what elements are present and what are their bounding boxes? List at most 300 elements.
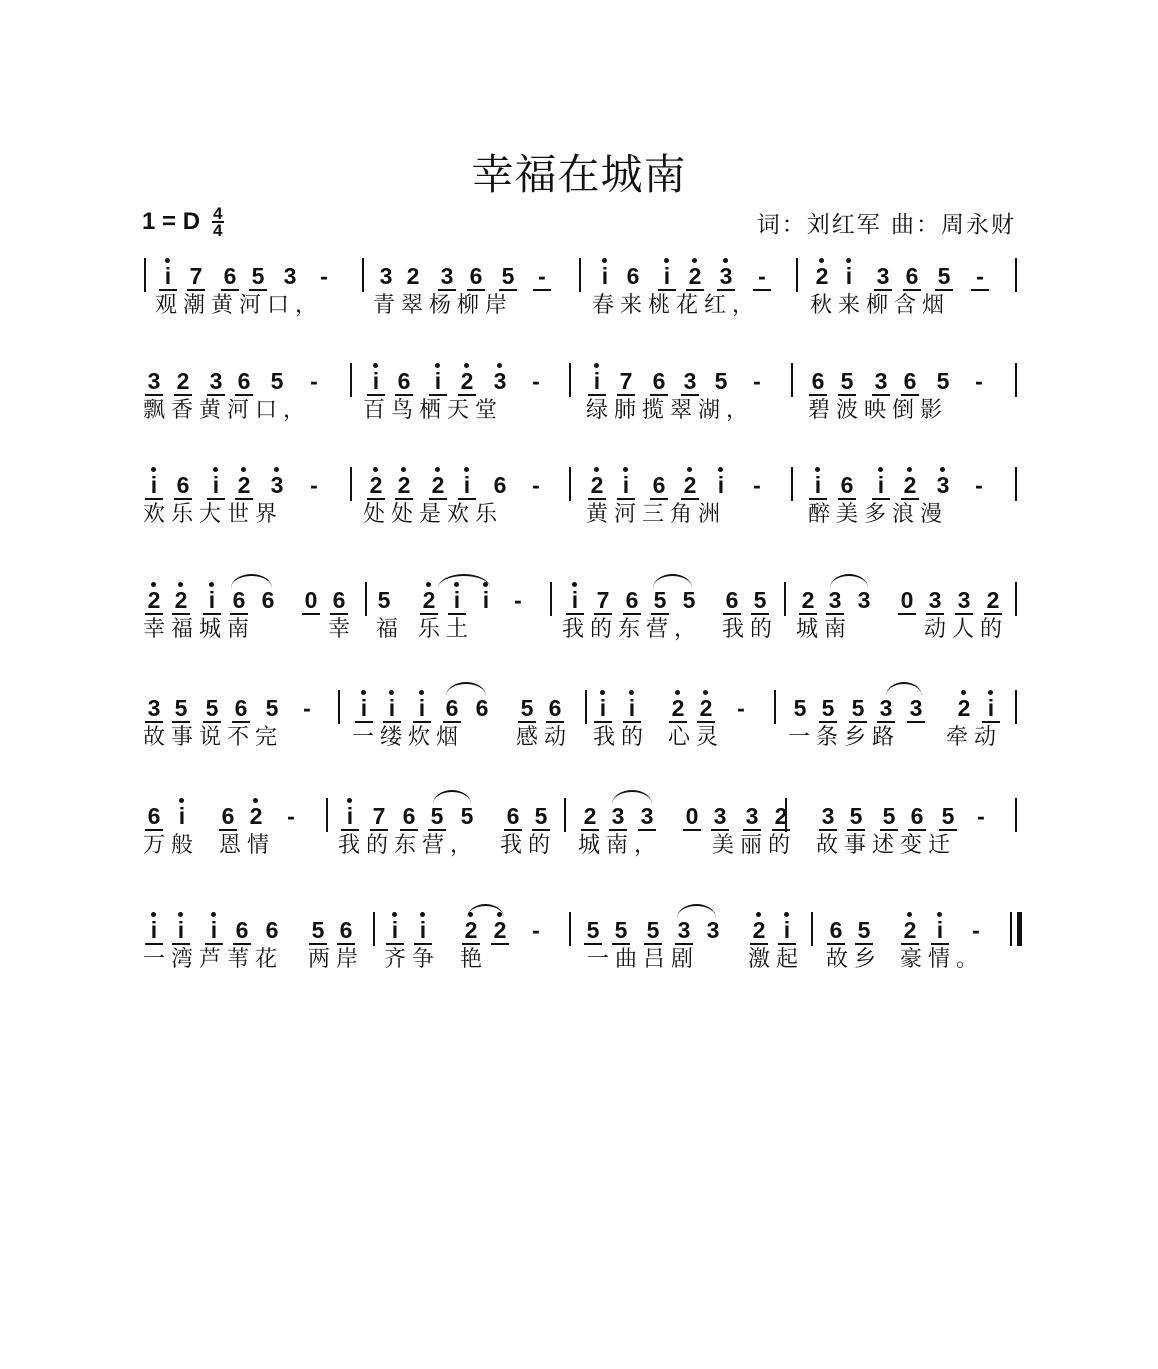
note: - [972,917,980,943]
lyric-phrase: 福 [376,617,405,642]
score-line [0,357,1158,437]
note: 3 [144,696,164,720]
octave-dot [165,258,170,263]
octave-dot [426,582,431,587]
note: 3 [818,804,838,828]
lyrics-row [0,288,1158,320]
note: 6 [649,473,669,497]
note: 6 [545,696,565,720]
slur [438,574,490,588]
note: 5 [270,368,284,394]
note: 3 [933,473,953,497]
octave-dot [401,467,406,472]
credits: 词：刘红军 曲：周永财 [756,212,1016,238]
note: 3 [871,369,891,393]
barline [791,467,793,501]
note: 2 [144,588,164,612]
note: 5 [531,804,551,828]
note: 6 [173,473,193,497]
octave-dot [718,467,723,472]
lyric-phrase: 秋来柳含烟 [810,293,951,318]
note: - [532,368,540,394]
octave-dot [907,467,912,472]
barline [1015,467,1017,501]
time-signature-bottom: 4 [213,221,223,240]
note: 5 [938,804,958,828]
note: i [587,369,607,393]
note: 7 [616,369,636,393]
note: 0 [897,588,917,612]
note: 6 [220,264,240,288]
octave-dot [373,467,378,472]
lyric-phrase: 艳 [460,947,489,972]
note: 2 [171,588,191,612]
note: i [593,696,613,720]
note: 3 [925,588,945,612]
note: i [206,473,226,497]
barline [579,258,581,292]
note: i [171,918,191,942]
octave-dot [211,912,216,917]
note: 2 [685,264,705,288]
octave-dot [209,582,214,587]
note: 6 [466,264,486,288]
note: 6 [329,588,349,612]
note: 6 [837,473,857,497]
lyric-phrase: 我的 [500,833,557,858]
lyric-phrase: 故乡 [826,947,883,972]
lyric-phrase: 观潮黄河口， [155,293,324,318]
octave-dot [241,467,246,472]
song-title: 幸福在城南 [471,150,687,199]
octave-dot [878,467,883,472]
note: i [839,264,859,288]
note: 6 [503,804,523,828]
octave-dot [420,912,425,917]
note: 2 [428,473,448,497]
octave-dot [178,582,183,587]
barline [1015,690,1017,724]
note: 2 [406,263,420,289]
octave-dot [392,912,397,917]
octave-dot [572,582,577,587]
note: i [981,696,1001,720]
note: 2 [173,369,193,393]
barline [1015,582,1017,616]
note: - [310,472,318,498]
lyric-phrase: 两岸 [308,947,365,972]
lyric-phrase: 心灵 [668,725,725,750]
note: 7 [593,588,613,612]
slur [677,904,716,918]
octave-dot [151,467,156,472]
note: 3 [857,587,871,613]
note: - [753,472,761,498]
note: i [476,588,496,612]
barline [811,912,813,946]
time-signature [212,206,223,238]
lyric-phrase: 我的东营， [338,833,479,858]
lyrics-row [0,612,1158,644]
note: 2 [798,588,818,612]
note: i [158,264,178,288]
note: 5 [643,918,663,942]
note: 3 [706,917,720,943]
note: 6 [218,804,238,828]
note: i [354,696,374,720]
note: 6 [622,588,642,612]
score-line [0,576,1158,656]
note: - [977,803,985,829]
barline [1015,258,1017,292]
note: - [975,368,983,394]
note: 3 [716,264,736,288]
note: 6 [649,369,669,393]
key-signature [142,206,224,238]
note: i [657,264,677,288]
barline [1015,798,1017,832]
note: 3 [742,804,762,828]
lyric-phrase: 激起 [748,947,805,972]
note: i [565,588,585,612]
octave-dot [347,798,352,803]
octave-dot [723,258,728,263]
barline [350,467,352,501]
note: 3 [873,264,893,288]
octave-dot [675,690,680,695]
note: 5 [377,587,391,613]
barline [569,912,571,946]
octave-dot [213,467,218,472]
note: 0 [682,804,702,828]
note: 2 [580,804,600,828]
note: i [777,918,797,942]
note: 2 [696,696,716,720]
note: 5 [650,588,670,612]
note: 2 [680,473,700,497]
octave-dot [961,690,966,695]
lyric-phrase: 故事说不完 [143,725,284,750]
octave-dot [988,690,993,695]
note: 5 [202,696,222,720]
note: 5 [793,695,807,721]
note: 6 [231,696,251,720]
note: i [871,473,891,497]
octave-dot [151,912,156,917]
lyric-phrase: 我的 [722,617,779,642]
barline [774,690,776,724]
octave-dot [497,363,502,368]
lyric-phrase: 飘香黄河口， [143,398,312,423]
note: 6 [232,918,252,942]
note: 2 [394,473,414,497]
note: 2 [246,804,266,828]
note: 6 [336,918,356,942]
time-signature-top: 4 [213,204,223,223]
note: 5 [818,696,838,720]
lyric-phrase: 动人的 [924,617,1009,642]
note: i [622,696,642,720]
note: 5 [611,918,631,942]
octave-dot [784,912,789,917]
note: 6 [826,918,846,942]
note: 6 [493,472,507,498]
octave-dot [692,258,697,263]
octave-dot [602,258,607,263]
barline [550,582,552,616]
barline [350,363,352,397]
note: 6 [475,695,489,721]
octave-dot [623,467,628,472]
note: 6 [900,369,920,393]
score-line [0,461,1158,541]
octave-dot [373,363,378,368]
octave-dot [253,798,258,803]
note: - [532,264,552,288]
note: 6 [907,804,927,828]
octave-dot [389,690,394,695]
note: 6 [442,696,462,720]
note: - [310,368,318,394]
note: 5 [879,804,899,828]
lyrics-row [0,942,1158,974]
note: i [428,369,448,393]
barline [338,690,340,724]
octave-dot [664,258,669,263]
note: 5 [750,588,770,612]
octave-dot [937,912,942,917]
lyric-phrase: 故事述变迁 [816,833,957,858]
barline [326,798,328,832]
note: i [144,473,164,497]
lyric-phrase: 绿肺揽翠湖， [586,398,755,423]
lyric-phrase: 春来桃花红， [592,293,761,318]
note: 0 [301,588,321,612]
slur [653,574,692,588]
note: 3 [637,804,657,828]
note: 3 [379,263,393,289]
octave-dot [419,690,424,695]
lyric-phrase: 碧波映倒影 [808,398,949,423]
note: 7 [369,804,389,828]
lyric-phrase: 醉美多浪漫 [808,502,949,527]
note: 5 [583,918,603,942]
lyric-phrase: 我的 [593,725,650,750]
barline [569,467,571,501]
note: i [382,696,402,720]
note: i [412,696,432,720]
octave-dot [600,690,605,695]
score-line [0,684,1158,764]
note: i [447,588,467,612]
note: 5 [934,264,954,288]
slur [886,682,922,696]
note: 2 [457,369,477,393]
score-line [0,252,1158,332]
note: 7 [186,264,206,288]
slur [231,574,272,588]
note: 3 [680,369,700,393]
note: i [202,588,222,612]
note: - [303,695,311,721]
note: 5 [498,264,518,288]
note: 2 [587,473,607,497]
note: i [930,918,950,942]
lyric-phrase: 一缕炊烟 [352,725,465,750]
lyric-phrase: 青翠杨柳岸 [373,293,514,318]
note: 2 [234,473,254,497]
note: i [595,264,615,288]
lyric-phrase: 豪情。 [900,947,985,972]
note: - [975,472,983,498]
note: 2 [900,918,920,942]
note: i [340,804,360,828]
barline [365,582,367,616]
note: 5 [427,804,447,828]
note: 5 [265,695,279,721]
note: i [808,473,828,497]
note: i [457,473,477,497]
note: 6 [265,917,279,943]
barline [373,912,375,946]
octave-dot [846,258,851,263]
octave-dot [940,467,945,472]
lyric-phrase: 万般 [143,833,200,858]
note: 2 [366,473,386,497]
note: 2 [490,918,510,942]
note: 6 [234,369,254,393]
note: - [737,695,745,721]
note: 3 [825,588,845,612]
note: 6 [902,264,922,288]
octave-dot [464,467,469,472]
barline [784,582,786,616]
note: - [532,472,540,498]
octave-dot [687,467,692,472]
barline [564,798,566,832]
octave-dot [703,690,708,695]
note: 3 [674,918,694,942]
lyrics-row [0,393,1158,425]
lyric-phrase: 牵动 [946,725,1003,750]
note: i [413,918,433,942]
octave-dot [756,912,761,917]
note: 5 [714,368,728,394]
octave-dot [629,690,634,695]
note: 5 [517,696,537,720]
octave-dot [361,690,366,695]
note: 3 [490,369,510,393]
lyric-phrase: 我的东营， [562,617,703,642]
barline [791,363,793,397]
note: 2 [668,696,688,720]
note: i [616,473,636,497]
octave-dot [151,582,156,587]
note: 3 [267,473,287,497]
lyrics-row [0,497,1158,529]
note: 2 [900,473,920,497]
barline [144,258,146,292]
octave-dot [179,798,184,803]
note: - [287,803,295,829]
note: i [711,473,731,497]
note: 3 [283,263,297,289]
note: 6 [261,587,275,613]
lyric-phrase: 黄河三角洲 [586,502,727,527]
note: 5 [460,803,474,829]
note: 6 [626,263,640,289]
lyric-phrase: 一条乡路 [788,725,901,750]
lyric-phrase: 感动 [516,725,573,750]
note: 2 [419,588,439,612]
lyric-phrase: 恩情 [219,833,276,858]
note: - [320,263,328,289]
octave-dot [435,467,440,472]
note: 6 [144,804,164,828]
lyric-phrase: 处处是欢乐 [363,502,504,527]
lyric-phrase: 一湾芦苇花 [143,947,284,972]
note: 5 [248,264,268,288]
note: 6 [229,588,249,612]
barline [585,690,587,724]
lyric-phrase: 齐争 [384,947,441,972]
note: 2 [983,588,1003,612]
note: 3 [710,804,730,828]
note: i [204,918,224,942]
octave-dot [594,467,599,472]
octave-dot [815,467,820,472]
note: i [144,918,164,942]
note: 5 [846,804,866,828]
octave-dot [435,363,440,368]
lyric-phrase: 美丽的 [712,833,797,858]
note: 3 [437,264,457,288]
octave-dot [594,363,599,368]
note: 5 [936,368,950,394]
lyric-phrase: 一曲吕剧 [587,947,700,972]
score-line [0,906,1158,986]
note: - [514,587,522,613]
note: 3 [144,369,164,393]
note: 2 [954,696,974,720]
octave-dot [464,363,469,368]
lyrics-row [0,828,1158,860]
note: 6 [722,588,742,612]
note: 3 [876,696,896,720]
note: - [970,264,990,288]
note: 6 [394,369,414,393]
barline [362,258,364,292]
octave-dot [907,912,912,917]
lyric-phrase: 百鸟栖天堂 [363,398,504,423]
note: 6 [399,804,419,828]
note: 5 [854,918,874,942]
lyric-phrase: 城南 [796,617,853,642]
note: 2 [771,804,791,828]
lyric-phrase: 欢乐大世界 [143,502,284,527]
slur [467,904,504,918]
lyric-phrase: 乐土 [418,617,475,642]
score-line [0,792,1158,872]
note: 5 [308,918,328,942]
note: i [385,918,405,942]
note: - [753,368,761,394]
note: i [366,369,386,393]
barline [569,363,571,397]
note: 5 [171,696,191,720]
lyrics-row [0,720,1158,752]
lyric-phrase: 幸福城南 [143,617,256,642]
